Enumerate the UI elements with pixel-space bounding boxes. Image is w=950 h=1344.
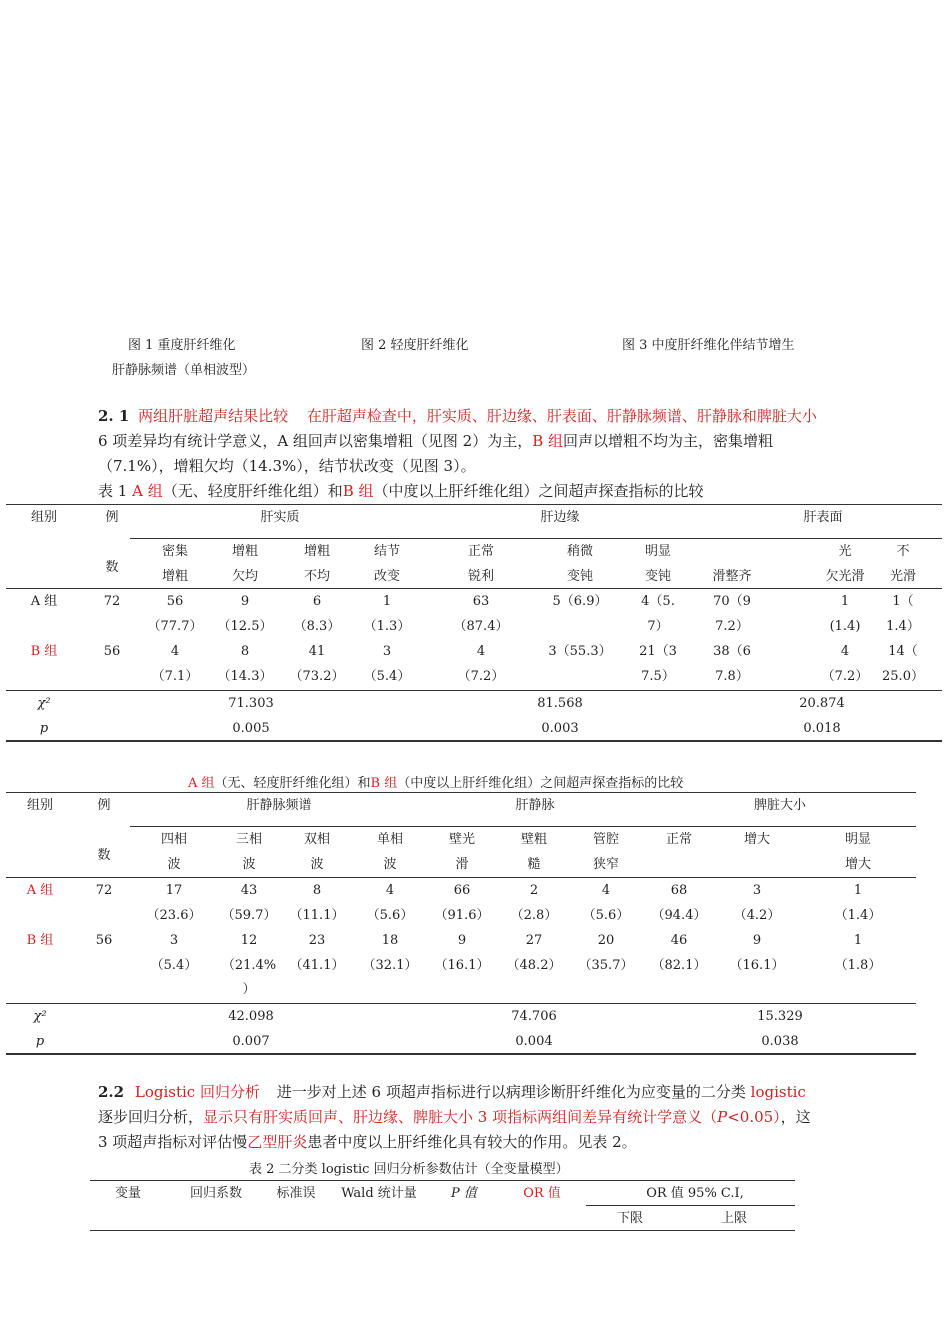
table-cell: （7.2） — [821, 669, 869, 684]
table-cell: （16.1） — [434, 958, 490, 973]
text-span: ，这 — [780, 1108, 811, 1126]
chi-square-value: 71.303 — [228, 696, 274, 711]
header-lower: 下限 — [616, 1211, 643, 1226]
table-cell: 70（9 — [713, 594, 751, 609]
table-2-caption: 表 2 二分类 logistic 回归分析参数估计（全变量模型） — [249, 1162, 569, 1177]
header-or-value: OR 值 — [523, 1186, 561, 1201]
header-hepatic-vein: 肝静脉 — [515, 798, 555, 813]
p-value: 0.038 — [761, 1034, 799, 1049]
table-cell: （21.4% — [221, 958, 277, 973]
section-title: Logistic 回归分析 — [134, 1083, 260, 1101]
table-cell: （94.4） — [651, 908, 707, 923]
subheader: 变钝 — [644, 569, 671, 584]
group-a-label: A 组 — [132, 482, 163, 500]
table-cell: 4 — [476, 644, 486, 659]
table-cell: 21（3 — [639, 644, 677, 659]
row-group-label: B 组 — [30, 644, 58, 659]
text-span: （中度以上肝纤维化组）之间超声探查指标的比较 — [373, 482, 704, 500]
group-b-label: B 组 — [532, 432, 564, 450]
logistic-term: logistic — [750, 1083, 806, 1101]
subheader: 结节 — [373, 544, 400, 559]
table-cell: 1 — [840, 594, 850, 609]
subheader: 增粗 — [231, 544, 258, 559]
table-cell: （1.3） — [363, 619, 411, 634]
header-variable: 变量 — [114, 1186, 141, 1201]
table-cell: （12.5） — [217, 619, 273, 634]
chi-square-value: 42.098 — [228, 1009, 274, 1024]
subheader: 欠光滑 — [825, 569, 865, 584]
table-cell: 5（6.9） — [552, 594, 608, 609]
table-1b-caption — [188, 772, 683, 791]
subheader: 滑整齐 — [712, 569, 752, 584]
table-cell: （7.1） — [151, 669, 199, 684]
section-lead: 在肝超声检查中，肝实质、肝边缘、肝表面、肝静脉频谱、肝静脉和脾脏大小 — [306, 407, 817, 425]
p-value: 0.005 — [232, 721, 270, 736]
header-or-ci: OR 值 95% C.I, — [646, 1186, 744, 1201]
header-std-error: 标准误 — [276, 1186, 316, 1201]
table-cell: 6 — [312, 594, 322, 609]
header-count-1: 例 — [105, 510, 119, 525]
table-cell: 1 — [853, 933, 863, 948]
subheader: 不均 — [303, 569, 330, 584]
header-wald: Wald 统计量 — [341, 1186, 417, 1201]
text-span: 表 1 — [98, 482, 133, 500]
table-cell: 12 — [240, 933, 258, 948]
table-cell: 1 — [853, 883, 863, 898]
subheader: 壁光 — [448, 832, 475, 847]
table-cell: （16.1） — [729, 958, 785, 973]
text-span: （无、轻度肝纤维化组）和 — [214, 776, 371, 791]
table-rule — [90, 1230, 795, 1231]
header-liver-margin: 肝边缘 — [540, 510, 580, 525]
table-cell: 7.2） — [715, 619, 749, 634]
table-cell: 3 — [382, 644, 392, 659]
subheader: 变钝 — [566, 569, 593, 584]
subheader: 波 — [242, 857, 256, 872]
header-count-2: 数 — [97, 848, 111, 863]
figure-1-caption: 图 1 重度肝纤维化 — [128, 338, 236, 353]
subheader: 波 — [383, 857, 397, 872]
table-cell: （5.4） — [150, 958, 198, 973]
header-spleen-size: 脾脏大小 — [753, 798, 806, 813]
table-cell: 9 — [752, 933, 762, 948]
subheader: 不 — [896, 544, 910, 559]
header-upper: 上限 — [720, 1211, 747, 1226]
table-cell: （73.2） — [289, 669, 345, 684]
chi-square-label: χ² — [37, 696, 51, 711]
table-cell: （1.4） — [834, 908, 882, 923]
p-value: 0.018 — [803, 721, 841, 736]
table-cell: 27 — [525, 933, 543, 948]
text-span: 逐步回归分析， — [98, 1108, 204, 1126]
table-cell: （91.6） — [434, 908, 490, 923]
subheader: 增粗 — [303, 544, 330, 559]
table-cell: 4 — [840, 644, 850, 659]
p-value: 0.003 — [541, 721, 579, 736]
table-1-caption — [98, 479, 704, 504]
section-2-1-line2 — [98, 429, 773, 454]
table-cell: 4 — [170, 644, 180, 659]
header-group: 组别 — [30, 510, 57, 525]
section-2-2-line2 — [98, 1105, 811, 1130]
table-cell: 68 — [670, 883, 688, 898]
subheader: 管腔 — [592, 832, 619, 847]
table-cell: 18 — [381, 933, 399, 948]
text-span: 回声以增粗不均为主，密集增粗 — [563, 432, 774, 450]
table-cell: 3 — [169, 933, 179, 948]
table-cell: 23 — [308, 933, 326, 948]
figure-3-caption: 图 3 中度肝纤维化伴结节增生 — [622, 338, 795, 353]
group-a-label: A 组 — [188, 776, 215, 791]
section-2-1-line3: （7.1%），增粗欠均（14.3%），结节状改变（见图 3）。 — [98, 457, 476, 475]
subheader: 增大 — [844, 857, 871, 872]
row-group-label: B 组 — [26, 933, 54, 948]
row-count: 56 — [103, 644, 121, 659]
subheader: 单相 — [376, 832, 403, 847]
table-cell: 7） — [647, 619, 669, 634]
table-cell: （1.8） — [834, 958, 882, 973]
row-group-label: A 组 — [26, 883, 54, 898]
subheader: 滑 — [455, 857, 469, 872]
subheader: 四相 — [160, 832, 187, 847]
subheader: 狭窄 — [592, 857, 619, 872]
table-cell: 3（55.3） — [548, 644, 612, 659]
table-cell: 41 — [308, 644, 326, 659]
table-cell: （5.6） — [366, 908, 414, 923]
table-cell: 56 — [166, 594, 184, 609]
table-cell: 25.0） — [882, 669, 924, 684]
highlight-text: <0.05） — [727, 1108, 781, 1126]
row-group-label: A 组 — [30, 594, 58, 609]
table-cell: （32.1） — [362, 958, 418, 973]
subheader: 正常 — [467, 544, 494, 559]
table-cell: 4（5. — [641, 594, 675, 609]
text-span: 3 项超声指标对评估慢 — [98, 1133, 248, 1151]
table-cell: （82.1） — [651, 958, 707, 973]
table-cell: （87.4） — [453, 619, 509, 634]
text-span: 患者中度以上肝纤维化具有较大的作用。见表 2。 — [307, 1133, 637, 1151]
chi-square-value: 20.874 — [799, 696, 845, 711]
highlight-text: 显示只有肝实质回声、肝边缘、脾脏大小 3 项指标两组间差异有统计学意义（ — [203, 1108, 718, 1126]
subheader: 波 — [310, 857, 324, 872]
table-cell: (1.4) — [829, 619, 861, 634]
table-cell: （48.2） — [506, 958, 562, 973]
table-cell: 4 — [601, 883, 611, 898]
table-cell: （41.1） — [289, 958, 345, 973]
wrapped-paren: ） — [242, 982, 256, 997]
header-p-value: P 值 — [451, 1186, 477, 1201]
subheader: 明显 — [644, 544, 671, 559]
text-span: 6 项差异均有统计学意义，A 组回声以密集增粗（见图 2）为主， — [98, 432, 533, 450]
subheader: 波 — [167, 857, 181, 872]
table-cell: （59.7） — [221, 908, 277, 923]
table-cell: 8 — [312, 883, 322, 898]
text-span: （无、轻度肝纤维化组）和 — [162, 482, 343, 500]
section-number: 2. 1 — [98, 407, 130, 425]
section-2-1-line1 — [98, 404, 817, 429]
group-b-label: B 组 — [342, 482, 374, 500]
subheader: 糙 — [527, 857, 541, 872]
text-span: （中度以上肝纤维化组）之间超声探查指标的比较 — [397, 776, 684, 791]
header-coefficient: 回归系数 — [189, 1186, 242, 1201]
p-label: p — [39, 721, 49, 736]
hepatitis-b-term: 乙型肝炎 — [247, 1133, 308, 1151]
table-cell: 14（ — [888, 644, 918, 659]
chi-square-label: χ² — [33, 1009, 47, 1024]
section-2-2-line1 — [98, 1080, 806, 1105]
table-cell: 9 — [457, 933, 467, 948]
table-cell: 1.4） — [886, 619, 920, 634]
chi-square-value: 74.706 — [511, 1009, 557, 1024]
table-cell: 20 — [597, 933, 615, 948]
table-cell: 9 — [240, 594, 250, 609]
subheader: 稍微 — [566, 544, 593, 559]
section-2-2-line3 — [98, 1130, 637, 1155]
subheader: 光滑 — [889, 569, 916, 584]
p-value: 0.004 — [515, 1034, 553, 1049]
header-hepatic-vein-spectrum: 肝静脉频谱 — [246, 798, 312, 813]
subheader: 欠均 — [231, 569, 258, 584]
row-count: 56 — [95, 933, 113, 948]
header-count-2: 数 — [105, 560, 119, 575]
table-cell: （23.6） — [146, 908, 202, 923]
table-cell: 46 — [670, 933, 688, 948]
table-cell: 7.8） — [715, 669, 749, 684]
p-label: p — [35, 1034, 45, 1049]
header-liver-parenchyma: 肝实质 — [260, 510, 300, 525]
group-b-label: B 组 — [370, 776, 398, 791]
header-liver-surface: 肝表面 — [803, 510, 843, 525]
table-cell: （77.7） — [147, 619, 203, 634]
chi-square-value: 81.568 — [537, 696, 583, 711]
subheader: 改变 — [373, 569, 400, 584]
table-cell: 63 — [472, 594, 490, 609]
table-cell: 1（ — [892, 594, 914, 609]
header-count-1: 例 — [97, 798, 111, 813]
subheader: 增大 — [743, 832, 770, 847]
table-cell: 7.5） — [641, 669, 675, 684]
table-cell: （35.7） — [578, 958, 634, 973]
row-count: 72 — [103, 594, 121, 609]
text-span: 进一步对上述 6 项超声指标进行以病理诊断肝纤维化为应变量的二分类 — [276, 1083, 746, 1101]
table-cell: 43 — [240, 883, 258, 898]
subheader: 正常 — [665, 832, 692, 847]
subheader: 双相 — [303, 832, 330, 847]
table-cell: （14.3） — [217, 669, 273, 684]
table-cell: 3 — [752, 883, 762, 898]
section-number: 2.2 — [98, 1083, 125, 1101]
table-cell: 66 — [453, 883, 471, 898]
subheader: 光 — [838, 544, 852, 559]
figure-1-caption-line2: 肝静脉频谱（单相波型） — [112, 363, 256, 378]
subheader: 明显 — [844, 832, 871, 847]
p-value: 0.007 — [232, 1034, 270, 1049]
chi-square-value: 15.329 — [757, 1009, 803, 1024]
table-cell: （11.1） — [289, 908, 345, 923]
figure-2-caption: 图 2 轻度肝纤维化 — [361, 338, 469, 353]
table-cell: （7.2） — [457, 669, 505, 684]
section-title: 两组肝脏超声结果比较 — [138, 407, 289, 425]
subheader: 壁粗 — [520, 832, 547, 847]
table-cell: 1 — [382, 594, 392, 609]
table-cell: （2.8） — [510, 908, 558, 923]
table-cell: 2 — [529, 883, 539, 898]
subheader: 三相 — [235, 832, 262, 847]
table-cell: 4 — [385, 883, 395, 898]
header-group: 组别 — [26, 798, 53, 813]
subheader: 锐利 — [467, 569, 494, 584]
row-count: 72 — [95, 883, 113, 898]
table-cell: （5.4） — [363, 669, 411, 684]
table-cell: 8 — [240, 644, 250, 659]
table-cell: 38（6 — [713, 644, 751, 659]
p-symbol: P — [717, 1108, 728, 1126]
table-cell: 17 — [165, 883, 183, 898]
subheader: 密集 — [161, 544, 188, 559]
table-cell: （5.6） — [582, 908, 630, 923]
table-cell: （8.3） — [293, 619, 341, 634]
subheader: 增粗 — [161, 569, 188, 584]
table-cell: （4.2） — [733, 908, 781, 923]
